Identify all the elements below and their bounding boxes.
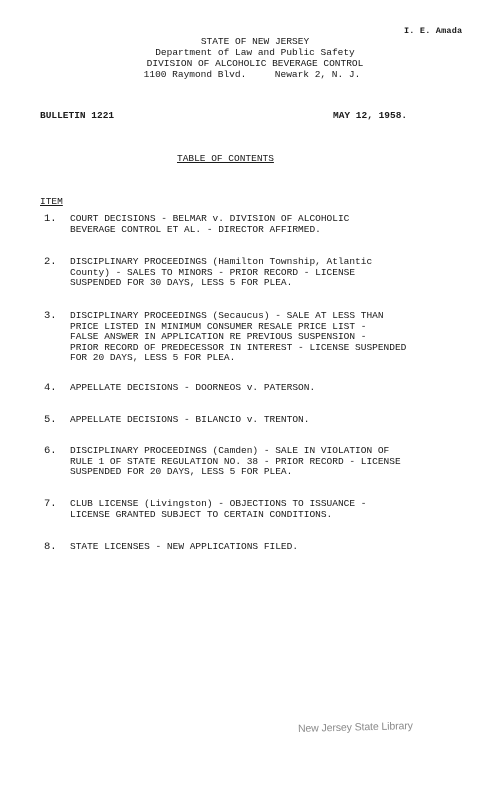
header-department: Department of Law and Public Safety — [155, 47, 355, 58]
toc-item-line: BEVERAGE CONTROL ET AL. - DIRECTOR AFFIRMED. — [70, 223, 321, 235]
toc-item-text — [70, 383, 460, 394]
toc-item-number: 2. — [44, 256, 57, 268]
toc-item-line: DISCIPLINARY PROCEEDINGS (Secaucus) - SALE AT LESS THAN — [70, 310, 384, 321]
toc-item-line: SUSPENDED FOR 20 DAYS, LESS 5 FOR PLEA. — [70, 466, 293, 477]
toc-item-line: RULE 1 OF STATE REGULATION NO. 38 - PRIOR RECORD - LICENSE — [70, 455, 401, 467]
toc-item-text — [70, 311, 460, 364]
toc-item-line: SUSPENDED FOR 30 DAYS, LESS 5 FOR PLEA. — [70, 277, 293, 288]
toc-item-number: 7. — [44, 498, 57, 510]
toc-item-text — [70, 446, 460, 478]
bulletin-date: MAY 12, 1958. — [333, 110, 408, 121]
toc-item-number: 5. — [44, 414, 57, 426]
toc-item-line: DISCIPLINARY PROCEEDINGS (Hamilton Township, Atlantic — [70, 256, 373, 267]
toc-item-number: 3. — [44, 310, 57, 322]
toc-item-number: 4. — [44, 382, 57, 394]
toc-item-line: PRICE LISTED IN MINIMUM CONSUMER RESALE PRICE LIST - — [70, 320, 367, 332]
toc-item-line: LICENSE GRANTED SUBJECT TO CERTAIN CONDITIONS. — [70, 508, 333, 520]
header-division: DIVISION OF ALCOHOLIC BEVERAGE CONTROL — [146, 58, 364, 69]
item-column-header: ITEM — [40, 196, 63, 207]
toc-item-text — [70, 257, 460, 289]
toc-item-number: 8. — [44, 541, 57, 553]
toc-item-text — [70, 542, 460, 553]
bulletin-number: BULLETIN 1221 — [40, 110, 115, 121]
toc-item-text — [70, 499, 460, 520]
toc-item-line: APPELLATE DECISIONS - DOORNEOS v. PATERSON. — [70, 382, 316, 393]
document-header — [0, 36, 498, 80]
toc-item-line: CLUB LICENSE (Livingston) - OBJECTIONS TO ISSUANCE - — [70, 498, 367, 509]
toc-item-text — [70, 415, 460, 426]
toc-item-line: DISCIPLINARY PROCEEDINGS (Camden) - SALE IN VIOLATION OF — [70, 445, 390, 456]
toc-item-number: 1. — [44, 213, 57, 225]
toc-item-line: APPELLATE DECISIONS - BILANCIO v. TRENTON. — [70, 414, 310, 425]
toc-item-number: 6. — [44, 445, 57, 457]
toc-item-line: FOR 20 DAYS, LESS 5 FOR PLEA. — [70, 352, 236, 363]
toc-title: TABLE OF CONTENTS — [177, 153, 274, 164]
toc-item-line: County) - SALES TO MINORS - PRIOR RECORD - LICENSE — [70, 266, 356, 278]
handwritten-annotation: I. E. Amada — [404, 26, 463, 36]
toc-item-line: COURT DECISIONS - BELMAR v. DIVISION OF ALCOHOLIC — [70, 213, 350, 224]
toc-item-text — [70, 214, 460, 235]
library-stamp: New Jersey State Library — [297, 719, 414, 735]
toc-item-line: STATE LICENSES - NEW APPLICATIONS FILED. — [70, 541, 299, 552]
header-state: STATE OF NEW JERSEY — [200, 36, 310, 47]
header-address: 1100 Raymond Blvd. Newark 2, N. J. — [143, 69, 361, 80]
toc-item-line: PRIOR RECORD OF PREDECESSOR IN INTEREST - LICENSE SUSPENDED — [70, 341, 407, 353]
toc-item-line: FALSE ANSWER IN APPLICATION RE PREVIOUS SUSPENSION - — [70, 331, 367, 342]
